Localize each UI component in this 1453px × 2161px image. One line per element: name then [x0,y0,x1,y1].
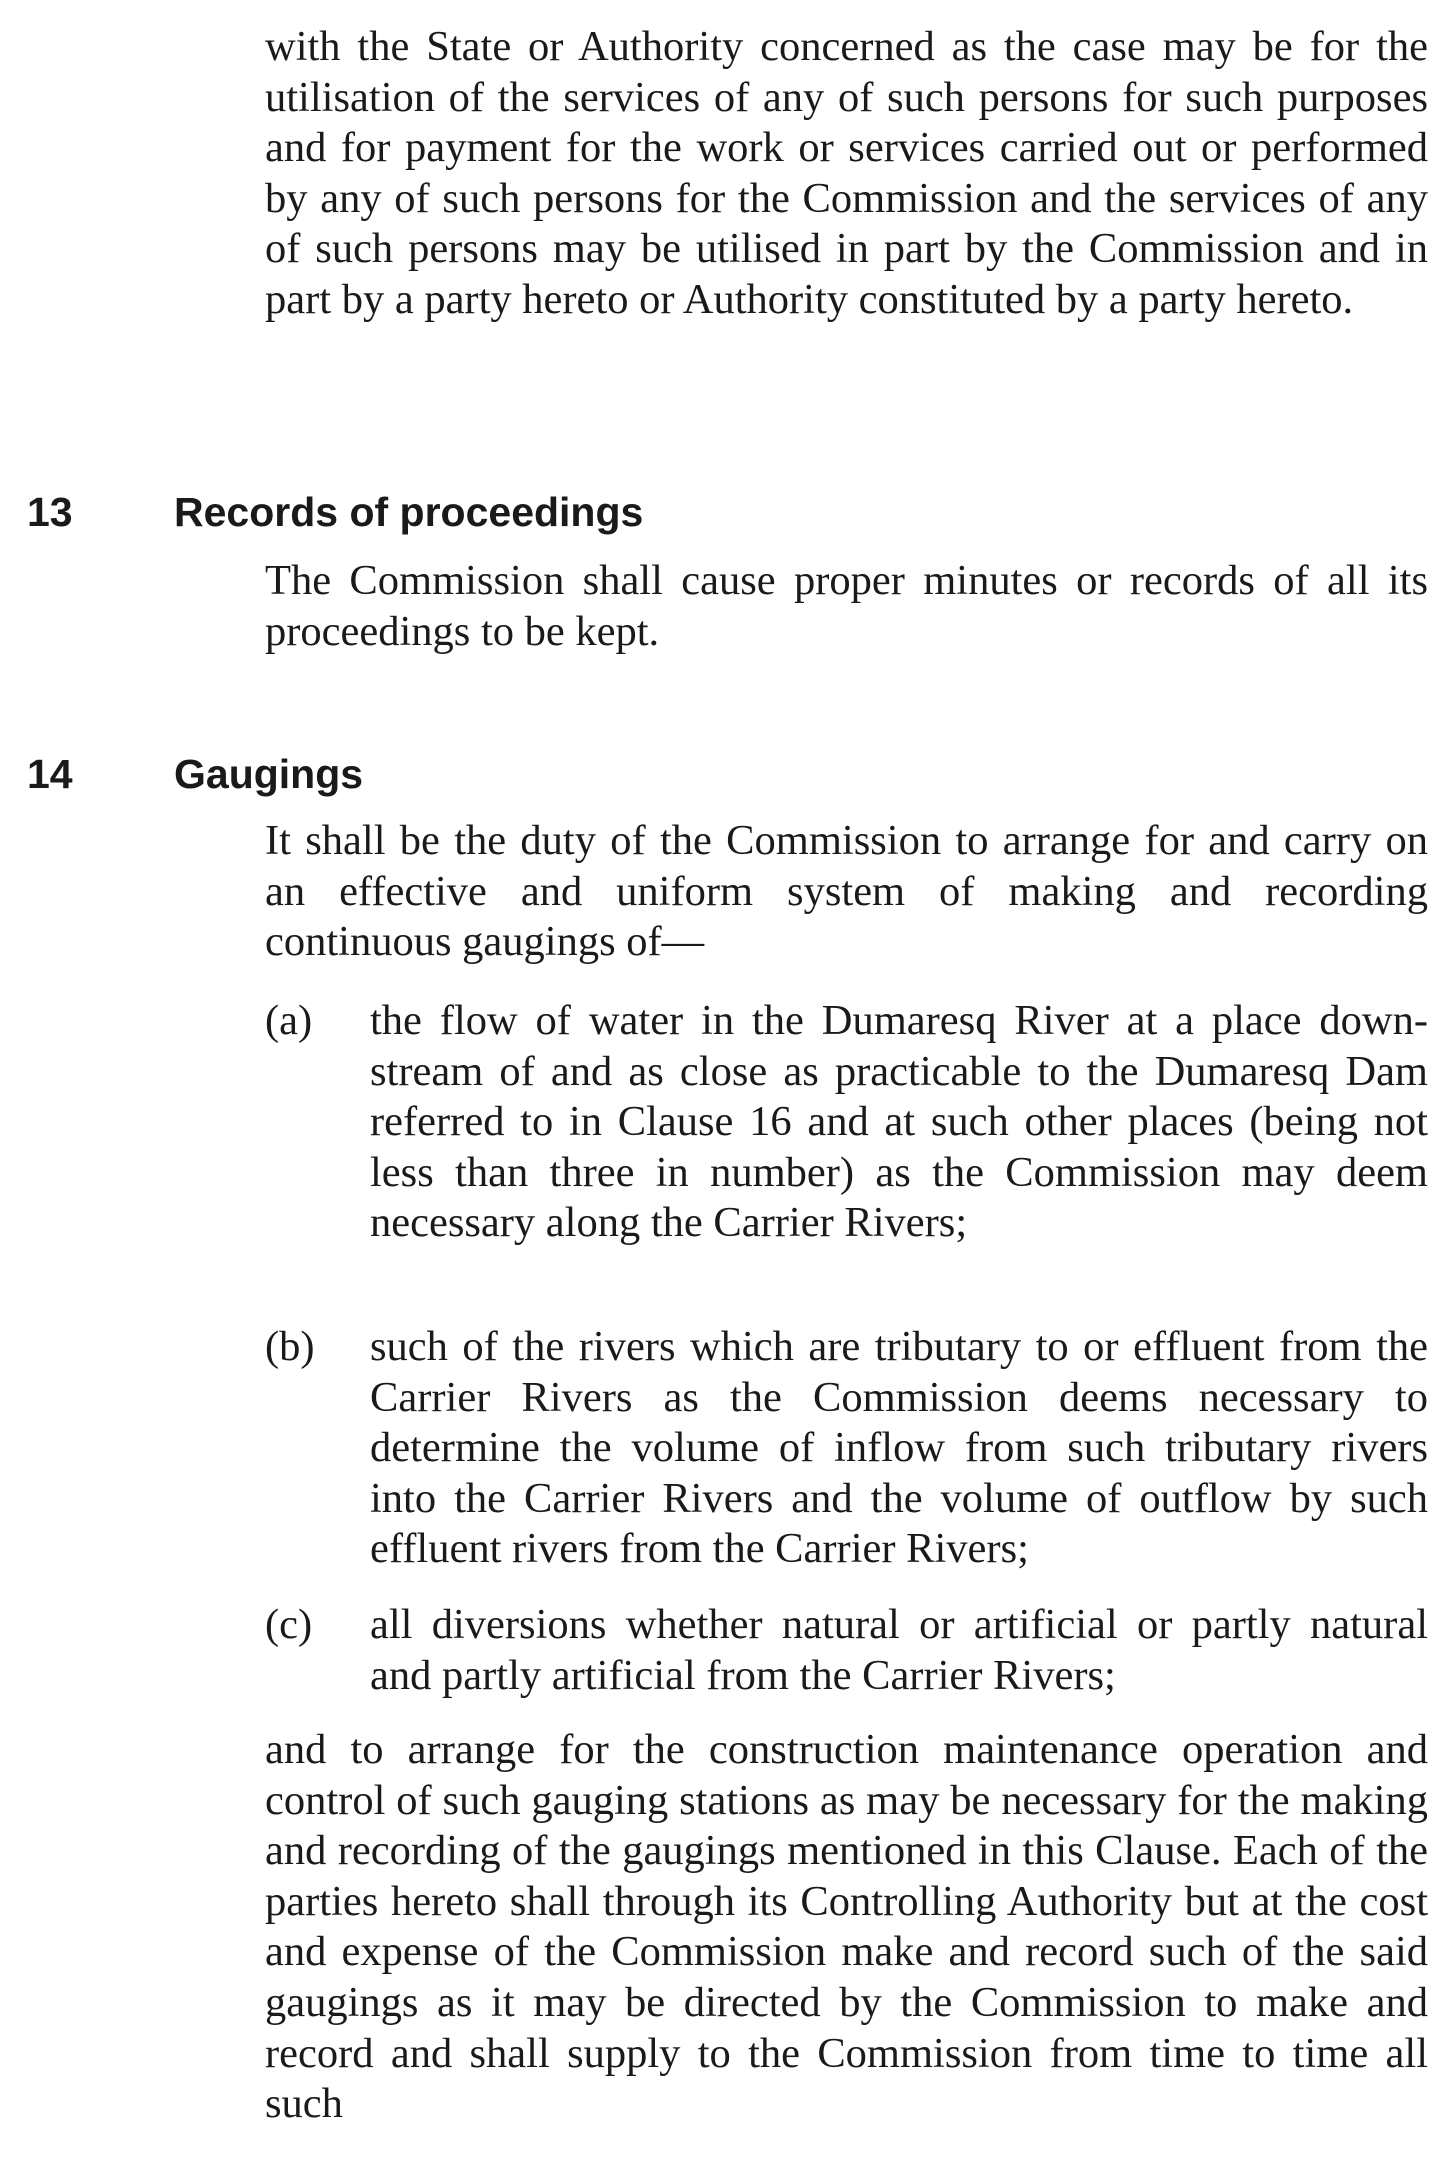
list-item-text: the flow of water in the Dumaresq River at a place down-stream of and as close as practicable to the Dumaresq Dam referred to in Clause 16 and at such other places (being not less than three in number) as the Commission may deem necessary along the Carrier Rivers; [370,997,1428,1247]
section-title: Records of proceedings [174,489,644,535]
list-item-text: such of the rivers which are tributary to or effluent from the Carrier Rivers as the Commission deems necessary to determine the volume of inflow from such tributary rivers into the Carrier Rivers and the volume of outflow by such effluent rivers from the Carrier Rivers; [370,1323,1428,1573]
section-13-heading [0,482,1453,542]
section-title: Gaugings [174,751,364,797]
list-item-label: (c) [265,1601,313,1648]
list-item-text: all diversions whether natural or artificial or partly natural and partly artificial from the Carrier Rivers; [370,1601,1428,1699]
section-number: 13 [27,489,73,535]
section-number: 14 [27,751,73,797]
list-item [265,1322,1428,1575]
list-item-label: (a) [265,997,313,1044]
section-14-closing: and to arrange for the construction maintenance operation and control of such gauging stations as may be necessary for the making and recording of the gaugings mentioned in this Clause. Each of the parties hereto shall through its Controlling Authority but at the cost and expense of the Commission make and record such of the said gaugings as it may be directed by the Commission to make and record and shall supply to the Commission from time to time all such [265,1726,1428,2128]
intro-paragraph: with the State or Authority concerned as the case may be for the utilisation of the services of any of such persons for such purposes and for payment for the work or services carried out or performed by any of such persons for the Commission and the services of any of such persons may be utilised in part by the Commission and in part by a party hereto or Authority constituted by a party hereto. [265,23,1428,323]
section-13-body: The Commission shall cause proper minutes or records of all its proceedings to be kept. [265,557,1428,655]
list-item-label: (b) [265,1323,315,1370]
list-item [265,996,1428,1249]
section-14-intro: It shall be the duty of the Commission to arrange for and carry on an effective and uniform system of making and recording continuous gaugings of— [265,817,1428,966]
list-item [265,1600,1428,1701]
section-14-heading [0,744,1453,804]
